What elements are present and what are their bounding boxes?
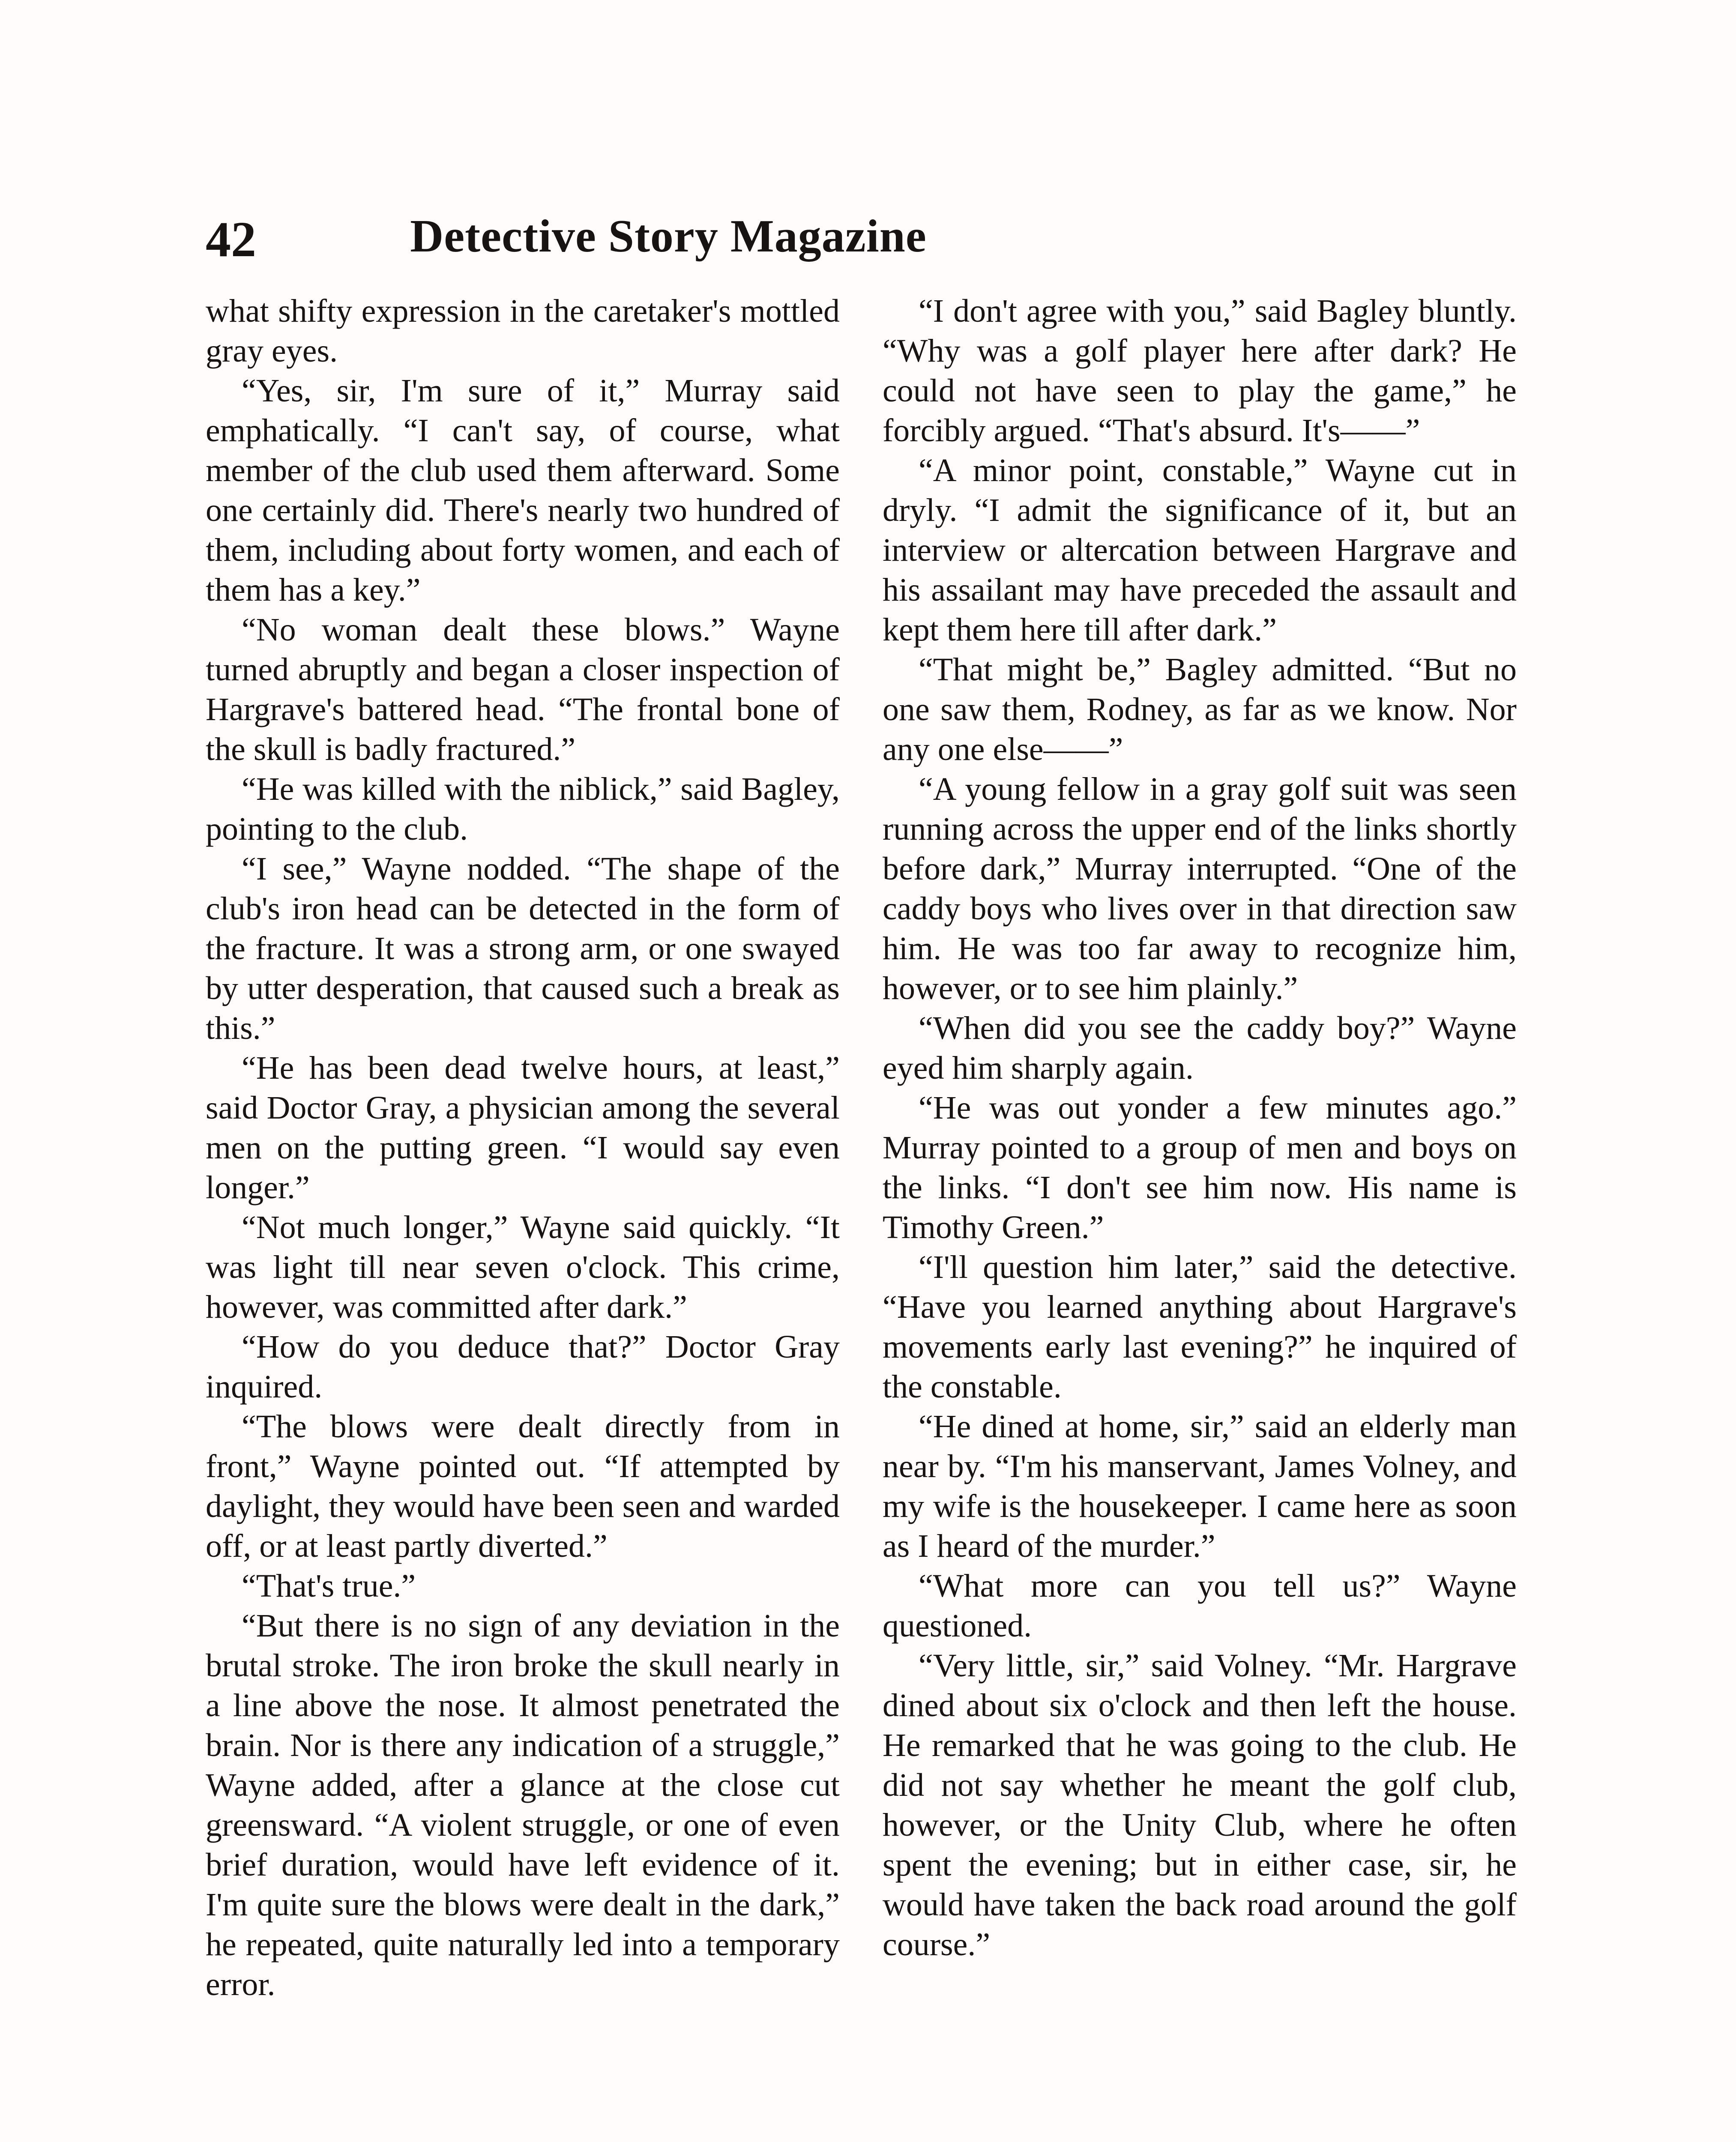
paragraph: what shifty expression in the caretaker's mottled gray eyes. (206, 293, 840, 369)
paragraph: “When did you see the caddy boy?” Wayne eyed him sharply again. (883, 1010, 1517, 1086)
paragraph: “He has been dead twelve hours, at least,” said Doctor Gray, a physician among the several men on the putting green. “I would say even longer.” (206, 1050, 840, 1206)
paragraph: “He dined at home, sir,” said an elderly man near by. “I'm his manservant, James Volney, and my wife is the housekeeper. I came here as soon as I heard of the murder.” (883, 1409, 1517, 1564)
paragraph: “I don't agree with you,” said Bagley bluntly. “Why was a golf player here after dark? He could not have seen to play the game,” he forcibly argued. “That's absurd. It's——” (883, 293, 1517, 449)
paragraph: “He was killed with the niblick,” said Bagley, pointing to the club. (206, 771, 840, 847)
paragraph: “That might be,” Bagley admitted. “But no one saw them, Rodney, as far as we know. Nor any one else——” (883, 652, 1517, 767)
left-column (206, 291, 840, 2004)
running-header (206, 206, 1131, 291)
paragraph: “Very little, sir,” said Volney. “Mr. Hargrave dined about six o'clock and then left the house. He remarked that he was going to the club. He did not say whether he meant the golf club, however, or the Unity Club, where he often spent the evening; but in either case, sir, he would have taken the back road around the golf course.” (883, 1648, 1517, 1963)
paragraph: “The blows were dealt directly from in front,” Wayne pointed out. “If attempted by daylight, they would have been seen and warded off, or at least partly diverted.” (206, 1409, 840, 1564)
paragraph: “I see,” Wayne nodded. “The shape of the club's iron head can be detected in the form of the fracture. It was a strong arm, or one swayed by utter desperation, that caused such a break as this.” (206, 851, 840, 1046)
paragraph: “No woman dealt these blows.” Wayne turned abruptly and began a closer inspection of Hargrave's battered head. “The frontal bone of the skull is badly fractured.” (206, 612, 840, 767)
page-number: 42 (206, 211, 256, 267)
paragraph: “He was out yonder a few minutes ago.” Murray pointed to a group of men and boys on the links. “I don't see him now. His name is Timothy Green.” (883, 1090, 1517, 1245)
paragraph: “A young fellow in a gray golf suit was seen running across the upper end of the links shortly before dark,” Murray interrupted. “One of the caddy boys who lives over in that direction saw him. He was too far away to recognize him, however, or to see him plainly.” (883, 771, 1517, 1006)
paragraph: “A minor point, constable,” Wayne cut in dryly. “I admit the significance of it, but an interview or altercation between Hargrave and his assailant may have preceded the assault and kept them here till after dark.” (883, 452, 1517, 648)
paragraph: “But there is no sign of any deviation in the brutal stroke. The iron broke the skull nearly in a line above the nose. It almost penetrated the brain. Nor is there any indication of a struggle,” Wayne added, after a glance at the close cut greensward. “A violent struggle, or one of even brief duration, would have left evidence of it. I'm quite sure the blows were dealt in the dark,” he repeated, quite naturally led into a temporary error. (206, 1608, 840, 2002)
paragraph: “Not much longer,” Wayne said quickly. “It was light till near seven o'clock. This crime, however, was committed after dark.” (206, 1209, 840, 1325)
right-column (883, 291, 1517, 1965)
paragraph: “That's true.” (242, 1568, 416, 1604)
paragraph: “How do you deduce that?” Doctor Gray inquired. (206, 1329, 840, 1405)
paragraph: “I'll question him later,” said the detective. “Have you learned anything about Hargrave's movements early last evening?” he inquired of the constable. (883, 1249, 1517, 1405)
paragraph: “What more can you tell us?” Wayne questioned. (883, 1568, 1517, 1644)
paragraph: “Yes, sir, I'm sure of it,” Murray said emphatically. “I can't say, of course, what member of the club used them afterward. Some one certainly did. There's nearly two hundred of them, including about forty women, and each of them has a key.” (206, 373, 840, 608)
magazine-title: Detective Story Magazine (410, 211, 927, 262)
